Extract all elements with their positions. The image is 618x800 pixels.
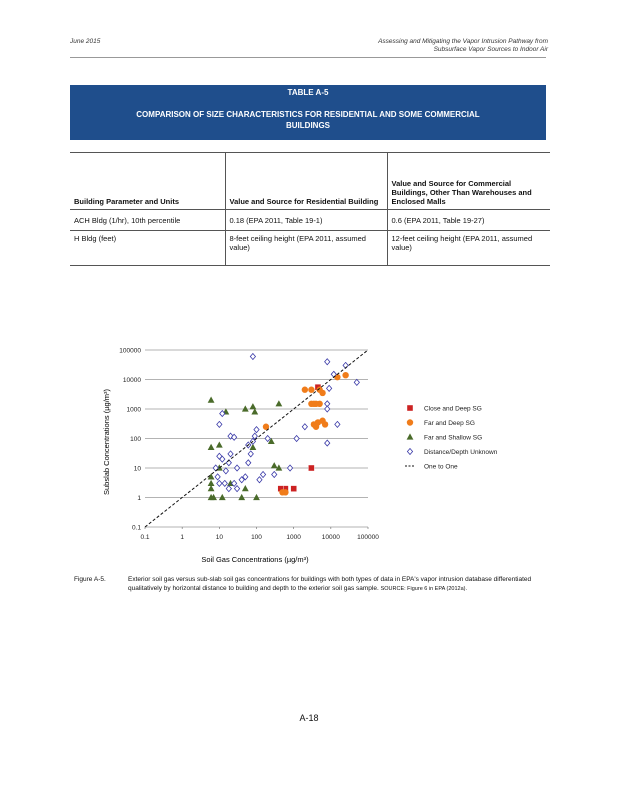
table-banner	[70, 85, 546, 140]
caption-body: Exterior soil gas versus sub-slab soil gas concentrations for buildings with both types of data in EPA's vapor intrusion database differentiated qualitatively by horizontal distance to building and depth to the exterior soil gas sample.	[128, 576, 532, 592]
legend-label: Far and Shallow SG	[424, 434, 483, 442]
legend	[405, 405, 498, 471]
x-tick-label: 10	[215, 534, 223, 541]
legend-label: Distance/Depth Unknown	[424, 449, 498, 456]
y-tick-label: 10	[133, 465, 141, 473]
table-header-row	[70, 153, 550, 210]
table-cell: 0.6 (EPA 2011, Table 19-27)	[387, 210, 550, 231]
page-number: A-18	[299, 713, 319, 723]
header-date: June 2015	[70, 38, 101, 45]
table-cell: 8-feet ceiling height (EPA 2011, assumed value)	[225, 231, 387, 266]
y-tick-label: 0.1	[131, 524, 141, 532]
y-tick-label: 1	[137, 495, 141, 502]
table-row	[70, 231, 550, 266]
scatter-chart-svg	[100, 330, 520, 570]
table-title: COMPARISON OF SIZE CHARACTERISTICS FOR RESIDENTIAL AND SOME COMMERCIAL BUILDINGS	[136, 110, 480, 130]
y-tick-label: 100000	[119, 347, 141, 355]
col-header-parameter: Building Parameter and Units	[70, 153, 225, 210]
x-tick-label: 10000	[321, 534, 340, 541]
header-title-line2: Subsurface Vapor Sources to Indoor Air	[433, 46, 548, 53]
point-close-and-deep-sg	[291, 486, 297, 492]
y-tick-label: 100	[130, 436, 141, 443]
table-row	[70, 210, 550, 231]
point-far-and-deep-sg	[302, 387, 308, 393]
point-far-and-deep-sg	[342, 372, 348, 378]
header-title-line1: Assessing and Mitigating the Vapor Intrusion Pathway from	[378, 38, 548, 45]
col-header-commercial: Value and Source for Commercial Buildings, Other Than Warehouses and Enclosed Malls	[387, 153, 550, 210]
y-axis-label: Subslab Concentrations (µg/m³)	[102, 388, 111, 496]
table-cell: ACH Bldg (1/hr), 10th percentile	[70, 210, 225, 231]
col-header-residential: Value and Source for Residential Building	[225, 153, 387, 210]
point-far-and-deep-sg	[316, 401, 322, 407]
table-cell: 0.18 (EPA 2011, Table 19-1)	[225, 210, 387, 231]
y-tick-label: 1000	[126, 406, 141, 414]
legend-marker	[407, 433, 414, 439]
point-close-and-deep-sg	[308, 465, 314, 471]
caption-text	[128, 576, 548, 593]
x-tick-label: 0.1	[140, 534, 150, 541]
table-cell: 12-feet ceiling height (EPA 2011, assumed value)	[387, 231, 550, 266]
x-tick-label: 100000	[357, 534, 379, 541]
legend-label: Far and Deep SG	[424, 420, 475, 427]
x-tick-label: 1	[180, 534, 184, 541]
legend-marker	[407, 449, 412, 455]
table-cell: H Bldg (feet)	[70, 231, 225, 266]
header-rule	[70, 57, 546, 58]
scatter-chart	[100, 330, 520, 570]
comparison-table	[70, 152, 550, 266]
point-far-and-deep-sg	[282, 489, 288, 495]
x-tick-label: 100	[251, 534, 262, 541]
legend-marker	[407, 419, 413, 425]
legend-label: One to One	[424, 463, 458, 471]
legend-label: Close and Deep SG	[424, 405, 482, 413]
x-axis-label: Soil Gas Concentrations (µg/m³)	[201, 555, 309, 564]
point-far-and-deep-sg	[319, 390, 325, 396]
point-far-and-deep-sg	[322, 421, 328, 427]
legend-marker	[407, 405, 413, 411]
table-label: TABLE A-5	[287, 88, 329, 97]
y-tick-label: 10000	[122, 377, 141, 384]
caption-source: SOURCE: Figure 6 in EPA (2012a).	[380, 585, 467, 592]
x-tick-label: 1000	[286, 534, 301, 541]
point-far-and-deep-sg	[308, 387, 314, 393]
figure-label: Figure A-5.	[74, 576, 106, 583]
